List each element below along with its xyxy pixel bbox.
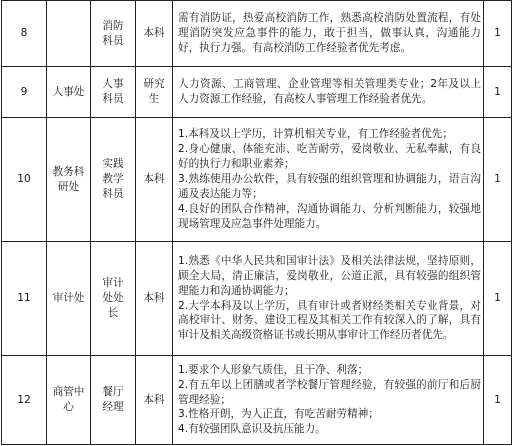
requirements-cell: [173, 242, 484, 356]
row-index: 9: [2, 67, 47, 118]
requirement-item: 1.本科及以上学历，计算机相关专业，有工作经验者优先；: [178, 128, 453, 141]
table-row: [2, 356, 512, 445]
row-index: 11: [2, 242, 47, 356]
department-cell: [47, 1, 91, 67]
table-row: [2, 118, 512, 242]
position-cell: 人事科员: [91, 67, 136, 118]
requirements-cell: [173, 1, 484, 67]
education-cell: 本科: [136, 356, 173, 445]
headcount-cell: 1: [484, 67, 512, 118]
requirements-cell: [173, 118, 484, 242]
position-cell: 审计处处长: [91, 242, 136, 356]
education-cell: 本科: [136, 242, 173, 356]
department-cell: 人事处: [47, 67, 91, 118]
headcount-cell: 1: [484, 242, 512, 356]
requirement-item: 2.大学本科及以上学历，具有审计或者财经类相关专业背景，对高校审计、财务、建设工程及其相关工作有较深入的了解，具有审计及相关高级资格证书或长期从事审计工作经历者优先。: [178, 299, 481, 342]
position-cell: 消防科员: [91, 1, 136, 67]
requirement-item: 4.有较强团队意识及抗压能力。: [178, 423, 326, 436]
requirement-item: 需有消防证，热爱高校消防工作，熟悉高校消防处置流程，有处理消防突发应急事件的能力，敢于担当，做事认真，沟通能力好，执行力强。有高校消防工作经验者优先考虑。: [178, 12, 481, 54]
requirement-item: 2.有五年以上团膳或者学校餐厅管理经验，有较强的前厅和后厨管理经验；: [178, 378, 481, 406]
table-row: [2, 242, 512, 356]
requirements-cell: [173, 67, 484, 118]
education-cell: 研究生: [136, 67, 173, 118]
requirements-cell: [173, 356, 484, 445]
requirement-item: 2.身心健康、体能充沛、吃苦耐劳，爱岗敬业、无私奉献，有良好的执行力和职业素养；: [178, 143, 481, 171]
position-cell: 实践教学科员: [91, 118, 136, 242]
requirement-item: 1.要求个人形象气质佳，且干净、利落；: [178, 363, 369, 376]
department-cell: 商管中心: [47, 356, 91, 445]
headcount-cell: 1: [484, 118, 512, 242]
requirement-item: 1.熟悉《中华人民共和国审计法》及相关法律法规，坚持原则，顾全大局，清正廉洁，爱岗敬业，公道正派，具有较强的组织管理能力和沟通协调能力；: [178, 254, 481, 297]
education-cell: 本科: [136, 118, 173, 242]
headcount-cell: 1: [484, 356, 512, 445]
requirement-item: 4.良好的团队合作精神，沟通协调能力、分析判断能力，较强地现场管理及应急事件处理能力。: [178, 202, 481, 230]
table-row: [2, 67, 512, 118]
position-cell: 餐厅经理: [91, 356, 136, 445]
requirement-item: 3.熟练使用办公软件，具有较强的组织管理和协调能力，语言沟通及表达能力等；: [178, 173, 481, 200]
row-index: 12: [2, 356, 47, 445]
table-body: [2, 1, 512, 445]
table-row: [2, 1, 512, 67]
department-cell: 教务科研处: [47, 118, 91, 242]
requirement-item: 3.性格开朗，为人正直，有吃苦耐劳精神；: [178, 408, 379, 421]
requirement-item: 人力资源、工商管理、企业管理等相关管理类专业；2年及以上人力资源工作经验，有高校人事管理工作经验者优先。: [178, 78, 481, 105]
job-requirements-table: [1, 0, 512, 445]
department-cell: 审计处: [47, 242, 91, 356]
headcount-cell: 1: [484, 1, 512, 67]
row-index: 10: [2, 118, 47, 242]
row-index: 8: [2, 1, 47, 67]
education-cell: 本科: [136, 1, 173, 67]
